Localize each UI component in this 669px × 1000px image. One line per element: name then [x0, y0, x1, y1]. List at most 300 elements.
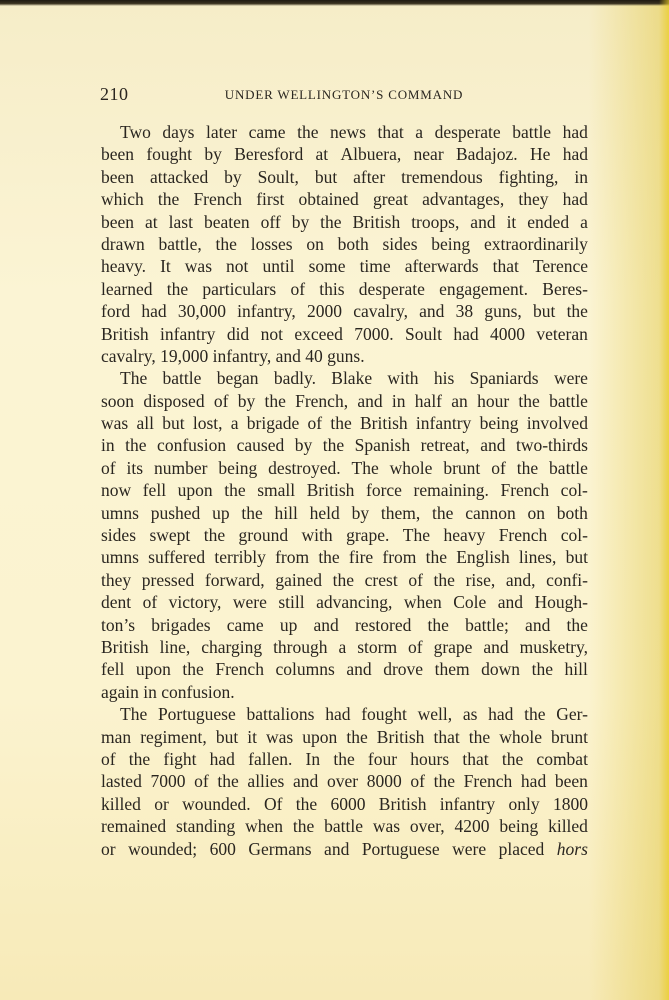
word: but: [162, 413, 185, 434]
text-line: [101, 345, 588, 367]
word: French,: [295, 390, 349, 411]
word: restored: [354, 614, 412, 635]
word: at: [145, 211, 158, 232]
word: 6000: [330, 793, 366, 814]
word: its: [126, 457, 144, 478]
word: the: [182, 659, 204, 680]
running-title: UNDER WELLINGTON’S COMMAND: [224, 87, 464, 102]
word: the: [203, 525, 226, 546]
word: and,: [505, 569, 536, 590]
word: not: [260, 323, 283, 344]
word: Of: [263, 793, 283, 814]
word: and: [483, 636, 509, 657]
word: the: [292, 816, 315, 837]
word: of: [410, 771, 425, 792]
word: allies: [247, 771, 285, 792]
word: when: [245, 816, 284, 837]
word: 19,000: [160, 345, 213, 366]
word: time: [359, 256, 391, 277]
text-line: [101, 255, 588, 277]
word: British: [101, 636, 149, 657]
text-line: [101, 390, 588, 412]
text-line: [101, 412, 588, 434]
word: remaining.: [413, 480, 489, 501]
word: col-: [560, 480, 588, 501]
italic-word: hors: [556, 838, 588, 859]
word: British: [378, 793, 427, 814]
text-line: [101, 457, 588, 479]
word: half: [414, 390, 443, 411]
word: held: [309, 502, 340, 523]
word: the: [241, 502, 263, 523]
word: destroyed.: [268, 457, 341, 478]
word: off: [260, 211, 281, 232]
word: killed: [548, 816, 588, 837]
text-line: [101, 838, 588, 860]
word: Albuera,: [340, 144, 402, 165]
page-number: 210: [100, 84, 129, 104]
word: disposed: [143, 390, 205, 411]
text-line: [101, 815, 588, 837]
word: them: [434, 659, 470, 680]
word: being: [431, 233, 471, 254]
word: the: [427, 614, 449, 635]
word: advancing,: [316, 592, 393, 613]
word: fight: [163, 748, 197, 769]
word: He: [530, 144, 551, 165]
word: again: [101, 681, 144, 702]
text-line: [101, 636, 588, 658]
word: afterwards: [404, 256, 479, 277]
word: but: [532, 301, 556, 322]
word: fought: [361, 704, 407, 725]
word: The: [402, 525, 431, 546]
word: killed: [101, 793, 141, 814]
word: Badajoz.: [455, 144, 518, 165]
word: up: [279, 614, 298, 635]
word: with: [387, 368, 419, 389]
word: of: [142, 592, 158, 613]
word: infantry,: [237, 301, 296, 322]
word: had: [562, 122, 588, 142]
text-line: [101, 166, 588, 188]
word: 40: [305, 345, 328, 366]
word: been: [101, 211, 135, 232]
text-line: [101, 681, 588, 703]
word: 600: [209, 838, 236, 859]
word: French: [498, 525, 548, 546]
word: 38: [455, 301, 474, 322]
word: the: [322, 435, 345, 456]
word: that: [377, 122, 404, 142]
word: infantry: [439, 793, 496, 814]
word: in: [574, 166, 588, 187]
word: the: [524, 704, 546, 725]
word: 30,000: [177, 301, 226, 322]
word: through: [273, 636, 328, 657]
word: swept: [149, 525, 191, 546]
word: the: [425, 547, 448, 568]
word: two-thirds: [515, 435, 588, 456]
word: heavy: [443, 525, 486, 546]
word: col-: [560, 525, 588, 546]
word: on: [527, 502, 546, 523]
word: being: [479, 413, 519, 434]
word: fire: [348, 547, 374, 568]
word: Soult,: [257, 166, 299, 187]
word: the: [320, 211, 342, 232]
word: Portuguese: [157, 704, 236, 725]
word: troops,: [411, 211, 460, 232]
word: the: [295, 793, 318, 814]
word: upon: [302, 726, 338, 747]
text-line: [101, 434, 588, 456]
word: suffered: [148, 547, 206, 568]
text-line: [101, 121, 588, 143]
word: from: [382, 547, 417, 568]
word: tremendous: [401, 166, 483, 187]
word: on: [306, 233, 324, 254]
text-line: [101, 143, 588, 165]
word: the: [333, 748, 355, 769]
word: over,: [409, 816, 445, 837]
word: a: [415, 122, 424, 142]
word: ground: [238, 525, 289, 546]
word: grape: [433, 636, 473, 657]
word: Portuguese: [361, 838, 440, 859]
word: French: [193, 189, 243, 210]
word: hour: [477, 390, 510, 411]
word: the: [215, 233, 237, 254]
word: the: [432, 502, 454, 523]
word: up: [212, 502, 230, 523]
word: battle,: [158, 233, 202, 254]
word: at: [315, 144, 329, 165]
text-line: [101, 233, 588, 255]
word: been: [101, 166, 135, 187]
word: later: [206, 122, 238, 142]
word: from: [275, 547, 310, 568]
word: days: [162, 122, 195, 142]
word: regiment,: [140, 726, 207, 747]
word: being: [499, 816, 539, 837]
word: and: [313, 614, 339, 635]
word: confi-: [546, 569, 588, 590]
word: confusion: [157, 435, 227, 456]
word: infantry: [415, 413, 472, 434]
word: until: [262, 256, 295, 277]
word: In: [305, 748, 321, 769]
word: down: [481, 659, 521, 680]
word: The: [120, 368, 148, 389]
word: of: [101, 457, 116, 478]
word: it: [247, 726, 257, 747]
word: cavalry,: [101, 345, 161, 366]
word: fought: [146, 144, 193, 165]
word: was: [372, 816, 401, 837]
word: of: [307, 413, 323, 434]
word: umns: [101, 547, 139, 568]
word: Spaniards: [469, 368, 539, 389]
word: a: [580, 211, 588, 232]
word: infantry: [160, 323, 216, 344]
text-line: [101, 502, 588, 524]
word: brunt: [551, 726, 588, 747]
word: English: [456, 547, 510, 568]
word: fighting,: [498, 166, 559, 187]
word: advantages,: [422, 189, 505, 210]
word: Ger-: [556, 704, 588, 725]
word: of: [491, 457, 506, 478]
word: line,: [159, 636, 191, 657]
word: the: [128, 748, 151, 769]
word: by: [224, 166, 242, 187]
word: British: [360, 413, 408, 434]
word: four: [367, 748, 398, 769]
word: engagement.: [439, 278, 529, 299]
word: a: [230, 413, 239, 434]
word: Soult: [405, 323, 442, 344]
word: the: [516, 457, 539, 478]
word: which: [101, 189, 144, 210]
word: had: [520, 771, 547, 792]
word: and: [419, 301, 445, 322]
word: by: [351, 502, 370, 523]
word: crest: [364, 569, 398, 590]
word: fell: [142, 480, 167, 501]
word: were: [553, 368, 588, 389]
word: desperate: [358, 278, 425, 299]
word: cannon: [465, 502, 516, 523]
word: did: [226, 323, 250, 344]
word: guns,: [484, 301, 522, 322]
word: hill: [274, 502, 298, 523]
word: not: [226, 256, 249, 277]
word: umns: [101, 502, 139, 523]
word: French: [463, 771, 513, 792]
word: and: [293, 771, 319, 792]
word: had: [562, 144, 588, 165]
word: standing: [175, 816, 236, 837]
word: British: [376, 726, 425, 747]
word: fell: [101, 659, 125, 680]
word: British: [101, 323, 149, 344]
word: the: [330, 413, 352, 434]
word: British: [306, 480, 355, 501]
word: the: [346, 726, 368, 747]
word: battalions: [246, 704, 315, 725]
page-top-shadow: [0, 0, 669, 6]
body-text: [101, 121, 588, 860]
text-line: [101, 793, 588, 815]
word: the: [433, 569, 455, 590]
word: soon: [101, 390, 135, 411]
text-line: [101, 569, 588, 591]
word: of: [408, 569, 423, 590]
word: obtained: [298, 189, 359, 210]
word: placed: [498, 838, 545, 859]
word: great: [372, 189, 408, 210]
word: by: [294, 435, 313, 456]
word: were: [452, 838, 487, 859]
word: last: [168, 211, 193, 232]
word: veteran: [536, 323, 588, 344]
word: as: [462, 704, 478, 725]
word: had: [488, 704, 514, 725]
word: 8000: [366, 771, 402, 792]
word: sides: [101, 525, 136, 546]
word: wounded.: [182, 793, 251, 814]
word: both: [337, 233, 369, 254]
word: remained: [101, 816, 167, 837]
word: by: [237, 390, 256, 411]
word: battle: [512, 122, 552, 142]
word: was: [266, 726, 294, 747]
word: infantry,: [212, 345, 276, 366]
word: man: [101, 726, 132, 747]
word: of: [213, 390, 229, 411]
word: and: [497, 592, 523, 613]
word: came: [226, 614, 264, 635]
word: lasted: [101, 771, 142, 792]
word: but: [314, 166, 338, 187]
text-line: [101, 770, 588, 792]
word: the: [332, 569, 354, 590]
word: now: [101, 480, 132, 501]
word: news: [330, 122, 366, 142]
text-line: [101, 188, 588, 210]
word: Terence: [532, 256, 588, 277]
word: of: [101, 748, 116, 769]
text-line: [101, 323, 588, 345]
word: combat: [536, 748, 588, 769]
word: an: [451, 390, 468, 411]
word: the: [531, 659, 553, 680]
word: desperate: [434, 122, 501, 142]
word: heavy.: [101, 256, 147, 277]
word: the: [518, 390, 540, 411]
word: attacked: [149, 166, 209, 187]
word: lost,: [192, 413, 223, 434]
word: It: [160, 256, 171, 277]
word: 7000: [150, 771, 186, 792]
word: battle;: [465, 614, 509, 635]
text-line: [101, 703, 588, 725]
word: and: [525, 614, 551, 635]
word: grape.: [346, 525, 390, 546]
word: when: [403, 592, 442, 613]
word: this: [319, 278, 345, 299]
word: the: [125, 435, 147, 456]
word: was: [184, 256, 213, 277]
word: of: [290, 278, 306, 299]
word: came: [248, 122, 286, 142]
word: or: [101, 838, 116, 859]
word: them,: [380, 502, 421, 523]
word: whole: [499, 726, 542, 747]
word: but: [215, 726, 239, 747]
word: British: [352, 211, 401, 232]
word: the: [468, 726, 491, 747]
word: in: [101, 435, 115, 456]
word: brigade: [246, 413, 300, 434]
word: were: [232, 592, 267, 613]
word: in: [391, 390, 406, 411]
word: that: [492, 256, 519, 277]
word: after: [353, 166, 386, 187]
word: 4000: [490, 323, 526, 344]
page-right-edge: [659, 0, 669, 1000]
word: and: [324, 838, 350, 859]
text-line: [101, 278, 588, 300]
text-line: [101, 726, 588, 748]
word: only: [508, 793, 540, 814]
text-line: [101, 546, 588, 568]
word: particulars: [202, 278, 277, 299]
word: The: [351, 457, 379, 478]
word: exceed: [294, 323, 343, 344]
word: dent: [101, 592, 132, 613]
word: musketry,: [519, 636, 588, 657]
word: or: [154, 793, 169, 814]
word: force: [366, 480, 402, 501]
word: 1800: [552, 793, 588, 814]
word: over: [326, 771, 359, 792]
word: small: [257, 480, 296, 501]
word: the: [318, 547, 340, 568]
running-head: [100, 84, 588, 108]
text-line: [101, 524, 588, 546]
word: charging: [201, 636, 263, 657]
word: caused: [236, 435, 285, 456]
text-line: [101, 300, 588, 322]
word: Two: [120, 122, 151, 142]
word: battle: [162, 368, 202, 389]
word: the: [264, 390, 286, 411]
word: the: [217, 771, 239, 792]
word: had: [141, 301, 167, 322]
word: had: [562, 189, 588, 210]
word: first: [256, 189, 285, 210]
text-line: [101, 614, 588, 636]
word: and: [275, 345, 306, 366]
word: hill: [564, 659, 588, 680]
word: cavalry,: [353, 301, 408, 322]
word: by: [291, 211, 310, 232]
text-line: [101, 748, 588, 770]
word: upon: [135, 659, 171, 680]
word: near: [413, 144, 444, 165]
word: Spanish: [354, 435, 411, 456]
word: began: [216, 368, 259, 389]
word: the: [166, 278, 189, 299]
word: French: [215, 659, 264, 680]
word: extraordinarily: [483, 233, 588, 254]
word: the: [501, 748, 524, 769]
word: they: [101, 569, 132, 590]
word: a: [338, 636, 347, 657]
word: ford: [101, 301, 131, 322]
word: sides: [382, 233, 418, 254]
word: French: [500, 480, 550, 501]
word: victory,: [168, 592, 222, 613]
word: losses: [250, 233, 293, 254]
word: been: [101, 144, 135, 165]
text-line: [101, 367, 588, 389]
word: rise,: [465, 569, 496, 590]
word: Hough-: [534, 592, 588, 613]
word: drawn: [101, 233, 145, 254]
